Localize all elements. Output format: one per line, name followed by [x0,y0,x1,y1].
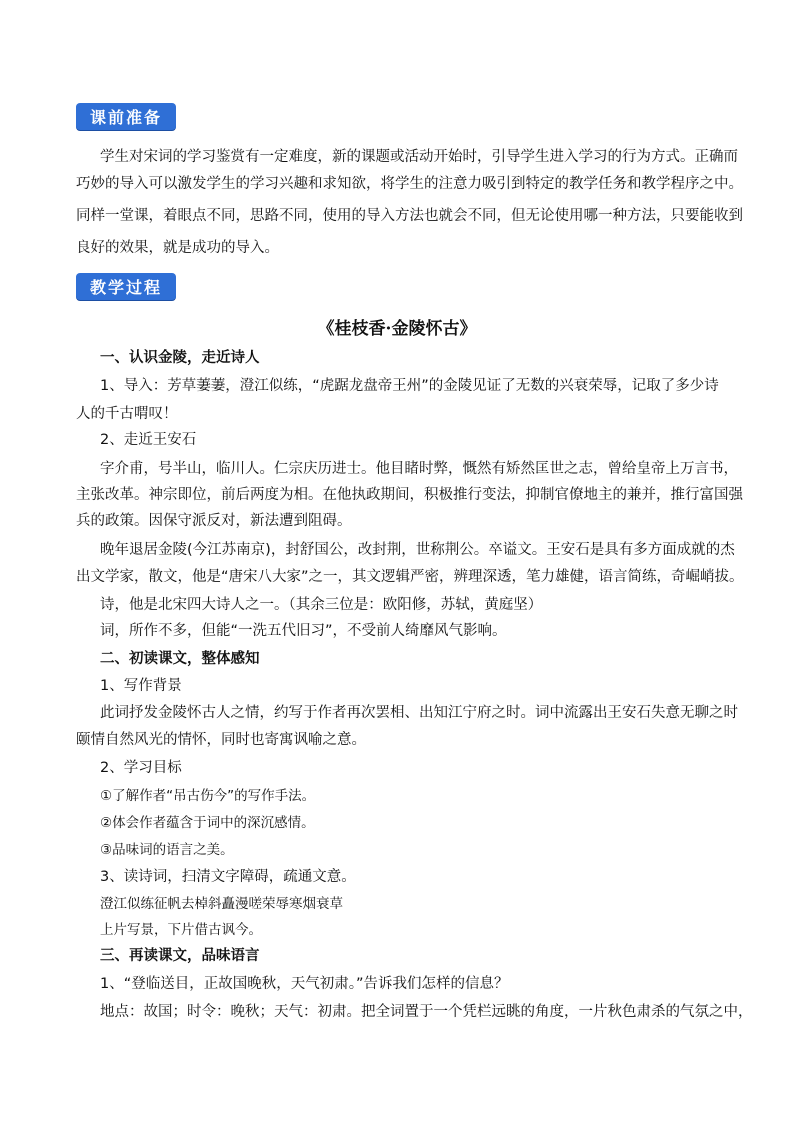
part2-line: 2、学习目标 [100,760,182,776]
part2-line: 澄江似练征帆去棹斜矗漫嗟荣辱寒烟衰草 [100,896,343,912]
part1-line: 字介甫，号半山，临川人。仁宗庆历进士。他目睹时弊，慨然有矫然匡世之志，曾给皇帝上万言书， [100,461,738,477]
part1-heading: 一、认识金陵，走近诗人 [100,350,260,366]
process-badge-label: 教学过程 [90,278,163,297]
part2-line: 颐情自然风光的情怀，同时也寄寓讽喻之意。 [76,732,366,748]
part2-heading: 二、初读课文，整体感知 [100,651,260,667]
part2-line: ③品味词的语言之美。 [100,842,234,858]
prep-badge [76,103,176,130]
part1-line: 词，所作不多，但能“一洗五代旧习”，不受前人绮靡风气影响。 [100,623,507,639]
part1-line: 1、导入：芳草萋萋，澄江似练，“虎踞龙盘帝王州”的金陵见证了无数的兴衰荣辱，记取了多少诗 [100,378,719,394]
part2-line: ①了解作者“吊古伤今”的写作手法。 [100,788,316,804]
prep-badge-label: 课前准备 [90,108,163,127]
part3-heading: 三、再读课文，品味语言 [100,948,260,964]
part1-line: 晚年退居金陵(今江苏南京)，封舒国公，改封荆，世称荆公。卒谥文。王安石是具有多方面成就的杰 [100,542,735,558]
part3-line: 1、“登临送目，正故国晚秋，天气初肃。”告诉我们怎样的信息？ [100,976,509,992]
part1-line: 2、走近王安石 [100,432,197,448]
prep-line: 同样一堂课，着眼点不同，思路不同，使用的导入方法也就会不同，但无论使用哪一种方法，只要能收到 [76,208,743,224]
part2-line: ②体会作者蕴含于词中的深沉感情。 [100,815,315,831]
prep-line: 良好的效果，就是成功的导入。 [76,240,279,256]
part1-line: 主张改革。神宗即位，前后两度为相。在他执政期间，积极推行变法，抑制官僚地主的兼并，推行富国强 [76,487,743,503]
prep-line: 巧妙的导入可以激发学生的学习兴趣和求知欲，将学生的注意力吸引到特定的教学任务和教学程序之中。 [76,176,743,192]
process-badge [76,273,176,300]
part1-line: 兵的政策。因保守派反对，新法遭到阻碍。 [76,513,352,529]
part3-line: 地点：故国；时令：晚秋；天气：初肃。把全词置于一个凭栏远眺的角度，一片秋色肃杀的气氛之中， [100,1004,753,1020]
part1-line: 人的千古喟叹！ [76,406,178,422]
part2-line: 1、写作背景 [100,678,182,694]
lesson-title: 《桂枝香·金陵怀古》 [317,319,477,339]
part1-line: 诗，他是北宋四大诗人之一。（其余三位是：欧阳修，苏轼，黄庭坚） [100,597,543,613]
part2-line: 3、读诗词，扫清文字障碍，疏通文意。 [100,869,356,885]
part2-line: 上片写景，下片借古讽今。 [100,922,262,938]
part2-line: 此词抒发金陵怀古人之情，约写于作者再次罢相、出知江宁府之时。词中流露出王安石失意无聊之时 [100,705,738,721]
part1-line: 出文学家，散文，他是“唐宋八大家”之一，其文逻辑严密，辨理深透，笔力雄健，语言简练，奇崛峭拔。 [76,569,744,585]
prep-line: 学生对宋词的学习鉴赏有一定难度，新的课题或活动开始时，引导学生进入学习的行为方式。正确而 [100,149,738,165]
